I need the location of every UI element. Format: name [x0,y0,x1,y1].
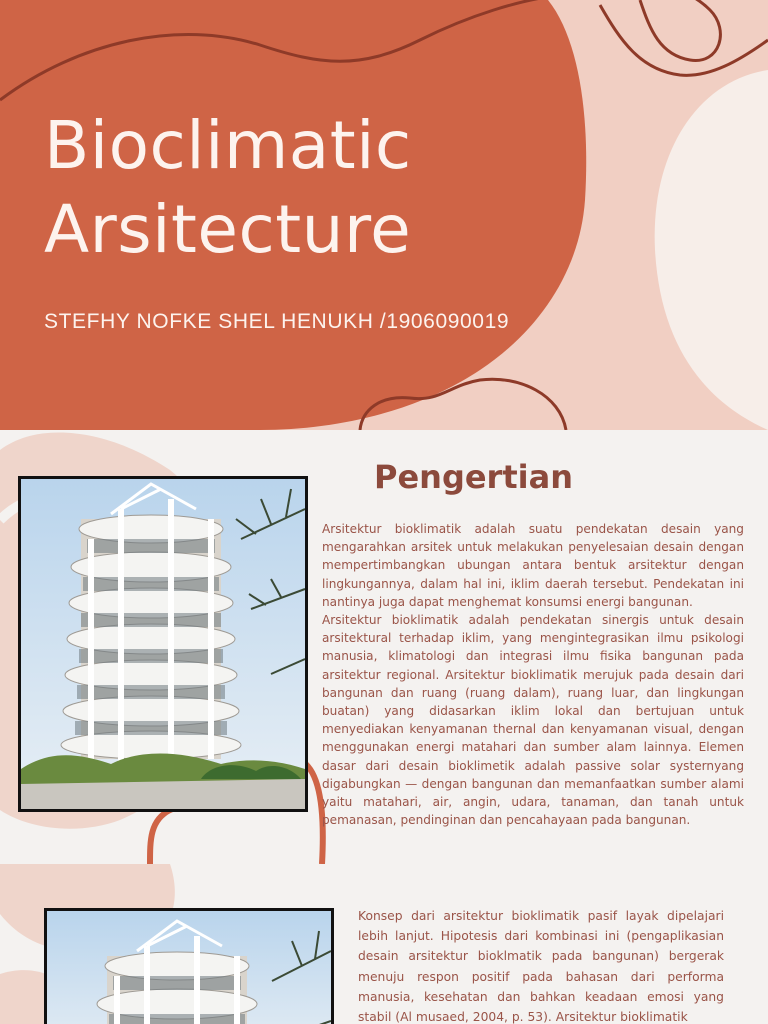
building-photo-frame [18,476,308,812]
konsep-body: Konsep dari arsitektur bioklimatik pasif layak dipelajari lebih lanjut. Hipotesis dari kombinasi ini (pengaplikasian desain arsitektur bioklmatik pada bangunan) bergerak menuju respon positif pada bahasan dari performa manusia, kesehatan dan bahkan keadaan emosi yang stabil (Al musaed, 2004, p. 53). Arsitektur bioklimatik [358,909,724,1024]
author-name: STEFHY NOFKE SHEL HENUKH /1906090019 [44,310,510,333]
title-slide [0,0,768,430]
building-photo [21,479,305,809]
pengertian-paragraph-1: Arsitektur bioklimatik adalah suatu pendekatan desain yang mengarahkan arsitek untuk melakukan penyelesaian desain dengan mempertimbangkan ubungan antara bentuk arsitektur dengan lingkungannya, dalam hal ini, iklim daerah tersebut. Pendekatan ini nantinya juga dapat menghemat konsumsi energi bangunan. [322,522,744,609]
deck-title-line-1: Bioclimatic [44,107,412,184]
pengertian-paragraph-2: Arsitektur bioklimatik adalah pendekatan sinergis untuk desain arsitektural terhadap iklim, yang mengintegrasikan ilmu psikologi manusia, klimatologi dan integrasi ilmu fisika bangunan pada arsitektur regional. Arsitektur bioklimatik merujuk pada desain dari bangunan dan ruang (ruang dalam), ruang luar, dan lingkungan buatan) yang didasarkan iklim lokal dan bertujuan untuk menyediakan kenyamanan thernal dan kenyamanan visual, dengan menggunakan energi matahari dan sumber alam lainnya. Elemen dasar dari desain bioklimetik adalah passive solar systernyang digabungkan — dengan bangunan dan memanfaatkan sumber alami yaitu matahari, air, angin, udara, tanaman, dan tanah untuk pemanasan, pendinginan dan pencahayaan pada bangunan. [322,613,744,828]
slide-pengertian [0,430,768,864]
slide-konsep [0,864,768,1024]
building-photo-frame-2 [44,908,334,1024]
building-photo [47,911,331,1024]
deck-title [44,104,564,272]
deck-title-line-2: Arsitecture [44,191,412,268]
pengertian-body [322,520,744,829]
section-heading-pengertian: Pengertian [374,458,573,496]
